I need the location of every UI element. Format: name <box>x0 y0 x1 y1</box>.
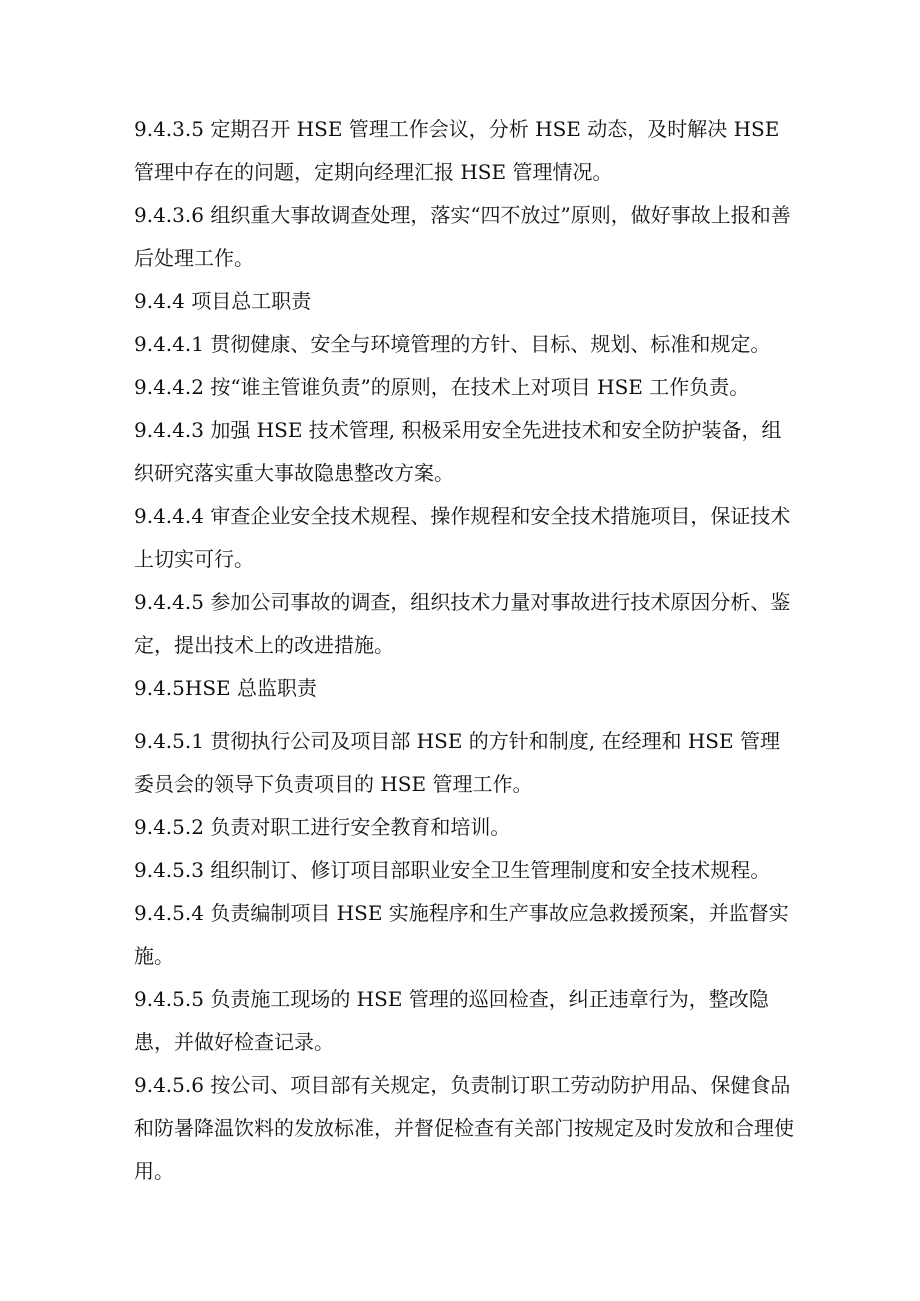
heading-9-4-4: 9.4.4 项目总工职责 <box>134 289 312 313</box>
paragraph-9-4-5-4: 9.4.5.4 负责编制项目 HSE 实施程序和生产事故应急救援预案，并监督实施。 <box>134 901 789 968</box>
heading-9-4-5: 9.4.5HSE 总监职责 <box>134 676 317 700</box>
paragraph-9-4-5-3: 9.4.5.3 组织制订、修订项目部职业安全卫生管理制度和安全技术规程。 <box>134 858 771 882</box>
paragraph-9-4-5-2: 9.4.5.2 负责对职工进行安全教育和培训。 <box>134 815 511 839</box>
paragraph-9-4-3-6: 9.4.3.6 组织重大事故调查处理，落实“四不放过”原则，做好事故上报和善后处理工作。 <box>134 203 791 270</box>
section-spacer <box>134 710 794 720</box>
paragraph-9-4-3-5: 9.4.3.5 定期召开 HSE 管理工作会议，分析 HSE 动态，及时解决 HSE 管理中存在的问题，定期向经理汇报 HSE 管理情况。 <box>134 117 780 184</box>
paragraph-9-4-4-3: 9.4.4.3 加强 HSE 技术管理, 积极采用安全先进技术和安全防护装备，组织研究落实重大事故隐患整改方案。 <box>134 418 782 485</box>
paragraph-9-4-5-6: 9.4.5.6 按公司、项目部有关规定，负责制订职工劳动防护用品、保健食品和防暑降温饮料的发放标准，并督促检查有关部门按规定及时发放和合理使用。 <box>134 1073 794 1183</box>
paragraph-9-4-5-1: 9.4.5.1 贯彻执行公司及项目部 HSE 的方针和制度, 在经理和 HSE 管理委员会的领导下负责项目的 HSE 管理工作。 <box>134 729 780 796</box>
paragraph-9-4-4-5: 9.4.4.5 参加公司事故的调查，组织技术力量对事故进行技术原因分析、鉴定，提出技术上的改进措施。 <box>134 590 791 657</box>
document-body <box>134 108 794 1193</box>
paragraph-9-4-4-4: 9.4.4.4 审查企业安全技术规程、操作规程和安全技术措施项目，保证技术上切实可行。 <box>134 504 791 571</box>
paragraph-9-4-5-5: 9.4.5.5 负责施工现场的 HSE 管理的巡回检查，纠正违章行为，整改隐患，并做好检查记录。 <box>134 987 769 1054</box>
paragraph-9-4-4-2: 9.4.4.2 按“谁主管谁负责”的原则，在技术上对项目 HSE 工作负责。 <box>134 375 750 399</box>
paragraph-9-4-4-1: 9.4.4.1 贯彻健康、安全与环境管理的方针、目标、规划、标准和规定。 <box>134 332 771 356</box>
